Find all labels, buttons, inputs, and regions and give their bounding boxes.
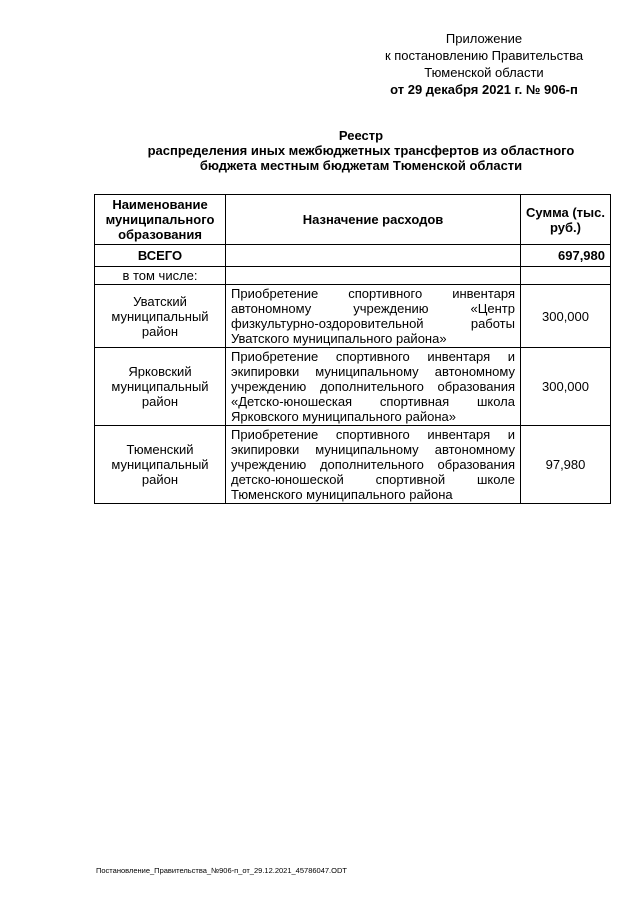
including-purpose-empty xyxy=(226,267,521,285)
title-line-1: Реестр xyxy=(338,128,384,143)
including-label: в том числе: xyxy=(95,267,226,285)
appendix-resolution-ref: к постановлению Правительства xyxy=(384,48,584,63)
registry-table xyxy=(94,194,611,504)
appendix-date-number: от 29 декабря 2021 г. № 906-п xyxy=(390,82,578,97)
including-sum-empty xyxy=(521,267,611,285)
expense-purpose: Приобретение спортивного инвентаря автономному учреждению «Центр физкультурно-оздоровительной работы Уватского муниципального района» xyxy=(226,285,521,348)
transfer-sum: 300,000 xyxy=(521,348,611,426)
expense-purpose: Приобретение спортивного инвентаря и экипировки муниципальному автономному учреждению дополнительного образования детско-юношеской спортивной школе Тюменского муниципального района xyxy=(226,426,521,504)
footer-filename: Постановление_Правительства_№906-п_от_29.12.2021_45786047.ODT xyxy=(96,866,347,875)
header-municipality: Наименование муниципального образования xyxy=(95,195,226,245)
appendix-header xyxy=(364,30,604,98)
header-sum: Сумма (тыс. руб.) xyxy=(521,195,611,245)
table-row xyxy=(95,348,611,426)
expense-purpose: Приобретение спортивного инвентаря и экипировки муниципальному автономному учреждению дополнительного образования «Детско-юношеская спортивная школа Ярковского муниципального района» xyxy=(226,348,521,426)
title-line-3: бюджета местным бюджетам Тюменской области xyxy=(199,158,523,173)
total-purpose-empty xyxy=(226,245,521,267)
total-row xyxy=(95,245,611,267)
appendix-region: Тюменской области xyxy=(424,65,544,80)
transfer-sum: 97,980 xyxy=(521,426,611,504)
transfer-sum: 300,000 xyxy=(521,285,611,348)
table-header-row xyxy=(95,195,611,245)
title-line-2: распределения иных межбюджетных трансфертов из областного xyxy=(147,143,575,158)
document-title xyxy=(94,128,628,173)
total-sum: 697,980 xyxy=(521,245,611,267)
municipality-name: Тюменский муниципальный район xyxy=(95,426,226,504)
table-row xyxy=(95,285,611,348)
municipality-name: Ярковский муниципальный район xyxy=(95,348,226,426)
header-purpose: Назначение расходов xyxy=(226,195,521,245)
municipality-name: Уватский муниципальный район xyxy=(95,285,226,348)
appendix-label: Приложение xyxy=(445,31,523,46)
table-row xyxy=(95,426,611,504)
including-row xyxy=(95,267,611,285)
total-label: ВСЕГО xyxy=(95,245,226,267)
